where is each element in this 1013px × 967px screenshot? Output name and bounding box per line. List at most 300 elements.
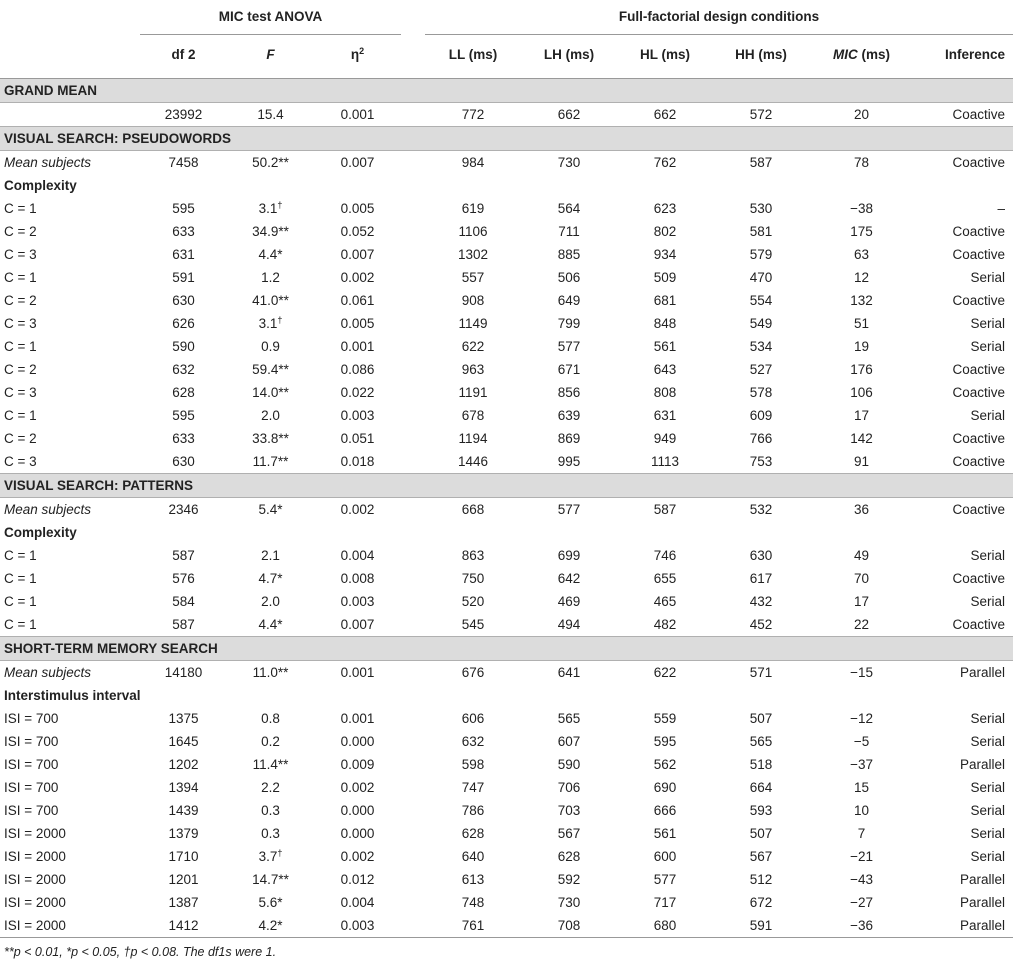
f-value: 33.8** [252,431,289,446]
group-header-row [0,0,1013,35]
cell-df2: 631 [172,247,195,262]
cell-f [227,151,314,175]
cell-ll: 772 [461,107,485,122]
cell-ll: 632 [461,734,485,749]
cell-ll: 963 [461,362,485,377]
cell-lh: 708 [557,918,581,933]
cell-hh: 587 [749,155,773,170]
spacer [401,891,425,914]
cell-hh: 630 [749,548,773,563]
cell-df2: 23992 [164,107,203,122]
cell-hh: 565 [749,734,773,749]
f-value: 1.2 [261,270,280,285]
cell-lh: 577 [557,339,581,354]
f-value: 5.6* [258,895,283,910]
cell-lh: 590 [557,757,581,772]
spacer [401,753,425,776]
cell-lh: 639 [557,408,581,423]
f-value: 11.4** [252,757,289,772]
cell-lh: 711 [558,224,580,239]
cell-lh: 869 [557,431,581,446]
col-header-inference: Inference [945,47,1006,62]
cell-mic: 7 [857,826,866,841]
spacer [401,567,425,590]
cell-lh: 494 [557,617,581,632]
row-label: Mean subjects [4,502,92,517]
cell-f [227,753,314,776]
f-value: 2.0 [261,594,280,609]
subheading-row [0,174,1013,197]
cell-mic: −15 [850,665,873,680]
table-row [0,914,1013,938]
cell-f [227,197,314,220]
cell-df2: 590 [172,339,195,354]
cell-mic: 12 [854,270,870,285]
col-header-hh: HH (ms) [735,47,787,62]
cell-inference: Serial [970,849,1006,864]
cell-ll: 1302 [457,247,489,262]
cell-hh: 571 [749,665,773,680]
cell-mic: 49 [854,548,870,563]
cell-hl: 690 [653,780,677,795]
cell-eta: 0.007 [340,617,375,632]
f-value: 2.2 [261,780,280,795]
table-row [0,498,1013,522]
row-label: C = 1 [4,408,37,423]
table-row [0,891,1013,914]
col-header-eta: $\eta^2$ [350,46,365,62]
cell-inference: Coactive [952,502,1006,517]
cell-eta: 0.003 [340,408,375,423]
cell-ll: 747 [461,780,485,795]
cell-hl: 562 [653,757,677,772]
cell-f [227,498,314,522]
row-label: ISI = 700 [4,803,59,818]
cell-mic: −12 [850,711,873,726]
cell-hh: 507 [749,826,773,841]
f-value: 0.9 [261,339,280,354]
cell-eta: 0.012 [340,872,375,887]
cell-df2: 1387 [168,895,199,910]
cell-hl: 600 [653,849,677,864]
cell-mic: 91 [854,454,870,469]
row-label: ISI = 2000 [4,918,66,933]
cell-df2: 633 [172,224,195,239]
table-row [0,730,1013,753]
cell-hl: 808 [653,385,677,400]
cell-inference: Coactive [952,155,1006,170]
spacer [401,427,425,450]
f-marker: † [277,848,283,858]
subheading-row [0,521,1013,544]
cell-df2: 633 [172,431,195,446]
row-label: C = 1 [4,617,37,632]
cell-df2: 626 [172,316,195,331]
table-row [0,427,1013,450]
f-value: 14.0** [252,385,289,400]
cell-hl: 746 [653,548,677,563]
spacer [401,404,425,427]
cell-hl: 1113 [651,454,680,469]
cell-f [227,822,314,845]
cell-ll: 606 [461,711,485,726]
cell-lh: 469 [557,594,581,609]
cell-mic: −37 [850,757,873,772]
spacer [401,498,425,522]
cell-ll: 676 [461,665,485,680]
table-row [0,289,1013,312]
cell-eta: 0.001 [340,711,375,726]
row-label: C = 1 [4,201,37,216]
f-value: 0.3 [261,826,280,841]
cell-inference: Coactive [952,293,1006,308]
cell-eta: 0.001 [340,107,375,122]
cell-lh: 706 [557,780,581,795]
cell-ll: 598 [461,757,485,772]
spacer [401,220,425,243]
section-header [0,79,1013,103]
cell-ll: 908 [461,293,485,308]
f-value: 11.7** [252,454,289,469]
cell-hl: 509 [653,270,677,285]
table-row [0,544,1013,567]
cell-f [227,103,314,127]
table-row [0,404,1013,427]
cell-hh: 512 [749,872,773,887]
cell-f [227,590,314,613]
cell-hl: 465 [653,594,677,609]
cell-eta: 0.002 [340,270,375,285]
cell-mic: −38 [850,201,873,216]
cell-inference: Serial [970,803,1006,818]
cell-hl: 577 [653,872,677,887]
table-row [0,450,1013,474]
row-label: C = 2 [4,431,37,446]
f-value: 11.0** [252,665,289,680]
cell-hh: 554 [749,293,773,308]
cell-df2: 587 [172,548,195,563]
cell-lh: 671 [557,362,581,377]
cell-f [227,312,314,335]
cell-mic: 10 [854,803,870,818]
cell-hh: 753 [749,454,773,469]
cell-f [227,799,314,822]
spacer [401,151,425,175]
f-value: 34.9** [252,224,289,239]
cell-f [227,661,314,685]
section-header [0,474,1013,498]
cell-lh: 730 [557,895,581,910]
subheading: Complexity [4,178,77,193]
cell-lh: 641 [557,665,581,680]
section-title: GRAND MEAN [0,79,1013,103]
cell-inference: Parallel [960,918,1006,933]
cell-mic: 15 [854,780,870,795]
table-row [0,799,1013,822]
cell-hl: 934 [653,247,677,262]
spacer [401,381,425,404]
cell-df2: 576 [172,571,195,586]
group-header-conditions: Full-factorial design conditions [425,0,1013,35]
cell-ll: 1191 [458,385,488,400]
cell-eta: 0.002 [340,502,375,517]
cell-lh: 703 [557,803,581,818]
cell-inference: Coactive [952,454,1006,469]
cell-lh: 730 [557,155,581,170]
table-row [0,845,1013,868]
table-row [0,312,1013,335]
cell-inference: Serial [970,780,1006,795]
cell-lh: 642 [557,571,581,586]
cell-df2: 14180 [164,665,203,680]
cell-df2: 7458 [168,155,199,170]
table-row [0,822,1013,845]
row-label: Mean subjects [4,155,92,170]
cell-mic: 176 [850,362,873,377]
cell-f [227,567,314,590]
subheading: Interstimulus interval [4,688,141,703]
row-label: C = 3 [4,454,37,469]
cell-mic: 22 [854,617,870,632]
section-title: VISUAL SEARCH: PATTERNS [0,474,1013,498]
cell-eta: 0.004 [340,548,375,563]
cell-df2: 584 [172,594,195,609]
row-label: C = 3 [4,316,37,331]
cell-f [227,220,314,243]
table-row [0,381,1013,404]
cell-mic: 175 [850,224,873,239]
cell-eta: 0.003 [340,594,375,609]
cell-hl: 631 [653,408,677,423]
cell-hh: 579 [749,247,773,262]
row-label: C = 2 [4,362,37,377]
cell-ll: 613 [461,872,485,887]
f-marker: † [277,315,283,325]
f-value: 3.7 [258,849,278,864]
cell-eta: 0.000 [340,734,375,749]
cell-eta: 0.003 [340,918,375,933]
cell-eta: 0.000 [340,803,375,818]
section-header [0,637,1013,661]
cell-hl: 587 [653,502,677,517]
cell-inference: – [997,201,1006,216]
cell-f [227,381,314,404]
cell-hh: 617 [749,571,773,586]
cell-eta: 0.007 [340,155,375,170]
cell-inference: Coactive [952,571,1006,586]
cell-hl: 681 [653,293,677,308]
cell-eta: 0.018 [340,454,375,469]
cell-f [227,707,314,730]
row-label: ISI = 2000 [4,872,66,887]
cell-lh: 628 [557,849,581,864]
col-header-hl: HL (ms) [640,47,691,62]
cell-eta: 0.086 [340,362,375,377]
cell-hl: 622 [653,665,677,680]
cell-ll: 678 [461,408,485,423]
cell-df2: 632 [172,362,195,377]
cell-lh: 699 [557,548,581,563]
cell-eta: 0.052 [340,224,375,239]
f-value: 15.4 [257,107,284,122]
row-label: Mean subjects [4,665,92,680]
row-label: C = 2 [4,224,37,239]
spacer [401,822,425,845]
cell-hl: 561 [653,826,677,841]
cell-inference: Coactive [952,431,1006,446]
table-row [0,567,1013,590]
cell-mic: 17 [854,408,870,423]
spacer [401,590,425,613]
cell-inference: Serial [970,594,1006,609]
spacer [401,613,425,637]
cell-inference: Serial [970,711,1006,726]
cell-hl: 595 [653,734,677,749]
cell-hh: 664 [749,780,773,795]
row-label: C = 2 [4,293,37,308]
cell-mic: 142 [850,431,873,446]
cell-inference: Parallel [960,665,1006,680]
subheading: Complexity [4,525,77,540]
cell-eta: 0.007 [340,247,375,262]
cell-f [227,544,314,567]
cell-inference: Serial [970,548,1006,563]
spacer [401,197,425,220]
row-label [0,103,140,127]
row-label: ISI = 2000 [4,895,66,910]
table-row [0,266,1013,289]
cell-ll: 628 [461,826,485,841]
cell-mic: −36 [850,918,873,933]
cell-inference: Coactive [952,362,1006,377]
cell-eta: 0.001 [340,339,375,354]
cell-f [227,450,314,474]
cell-hh: 572 [749,107,773,122]
cell-ll: 619 [461,201,485,216]
cell-hl: 655 [653,571,677,586]
cell-hh: 507 [749,711,773,726]
cell-hh: 470 [749,270,773,285]
cell-hh: 452 [749,617,773,632]
cell-inference: Parallel [960,872,1006,887]
cell-inference: Parallel [960,757,1006,772]
table-row [0,868,1013,891]
cell-mic: −27 [850,895,873,910]
cell-hh: 578 [749,385,773,400]
cell-mic: 70 [854,571,870,586]
cell-mic: 78 [854,155,870,170]
cell-df2: 630 [172,293,195,308]
cell-hl: 561 [653,339,677,354]
cell-hh: 432 [749,594,773,609]
cell-f [227,289,314,312]
cell-df2: 1394 [168,780,199,795]
spacer [401,243,425,266]
cell-hl: 762 [653,155,677,170]
cell-inference: Serial [970,270,1006,285]
cell-inference: Serial [970,339,1006,354]
cell-mic: 36 [854,502,870,517]
spacer [401,730,425,753]
cell-lh: 565 [557,711,581,726]
cell-inference: Coactive [952,107,1006,122]
cell-hh: 591 [749,918,773,933]
cell-lh: 577 [557,502,581,517]
row-label: C = 1 [4,571,37,586]
row-label: ISI = 700 [4,711,59,726]
cell-eta: 0.000 [340,826,375,841]
cell-f [227,335,314,358]
cell-ll: 786 [461,803,485,818]
cell-ll: 761 [461,918,485,933]
column-header-row [0,35,1013,76]
cell-inference: Coactive [952,224,1006,239]
cell-hl: 949 [653,431,677,446]
cell-df2: 587 [172,617,195,632]
cell-eta: 0.061 [340,293,375,308]
row-label: C = 1 [4,548,37,563]
table-row [0,103,1013,127]
cell-lh: 506 [557,270,581,285]
cell-ll: 668 [461,502,485,517]
f-value: 4.4* [258,247,283,262]
cell-ll: 640 [461,849,485,864]
cell-df2: 1379 [168,826,199,841]
cell-hh: 534 [749,339,773,354]
cell-lh: 564 [557,201,581,216]
cell-ll: 622 [461,339,485,354]
cell-f [227,613,314,637]
table-row [0,707,1013,730]
cell-eta: 0.005 [340,201,375,216]
cell-eta: 0.008 [340,571,375,586]
cell-ll: 1194 [458,431,488,446]
cell-ll: 1149 [458,316,488,331]
cell-f [227,358,314,381]
cell-ll: 984 [461,155,485,170]
cell-lh: 856 [557,385,581,400]
cell-hl: 623 [653,201,677,216]
cell-ll: 863 [461,548,485,563]
cell-df2: 2346 [168,502,199,517]
footnote: **p < 0.01, *p < 0.05, †p < 0.08. The df1s were 1. [4,945,277,959]
table-row [0,753,1013,776]
cell-inference: Serial [970,316,1006,331]
spacer [401,358,425,381]
cell-f [227,914,314,938]
cell-ll: 748 [461,895,485,910]
section-title: VISUAL SEARCH: PSEUDOWORDS [0,127,1013,151]
cell-hl: 848 [653,316,677,331]
cell-inference: Parallel [960,895,1006,910]
cell-df2: 1645 [168,734,199,749]
col-header-f: F [266,47,275,62]
spacer [401,266,425,289]
cell-f [227,868,314,891]
cell-mic: −5 [853,734,870,749]
cell-lh: 567 [557,826,581,841]
col-header-df2: df 2 [171,47,196,62]
cell-df2: 1202 [168,757,199,772]
table-row [0,661,1013,685]
f-marker: † [277,200,283,210]
cell-hl: 643 [653,362,677,377]
cell-inference: Serial [970,826,1006,841]
cell-mic: 51 [854,316,870,331]
cell-df2: 591 [172,270,195,285]
cell-lh: 662 [557,107,581,122]
col-header-ll: LL (ms) [448,47,498,62]
